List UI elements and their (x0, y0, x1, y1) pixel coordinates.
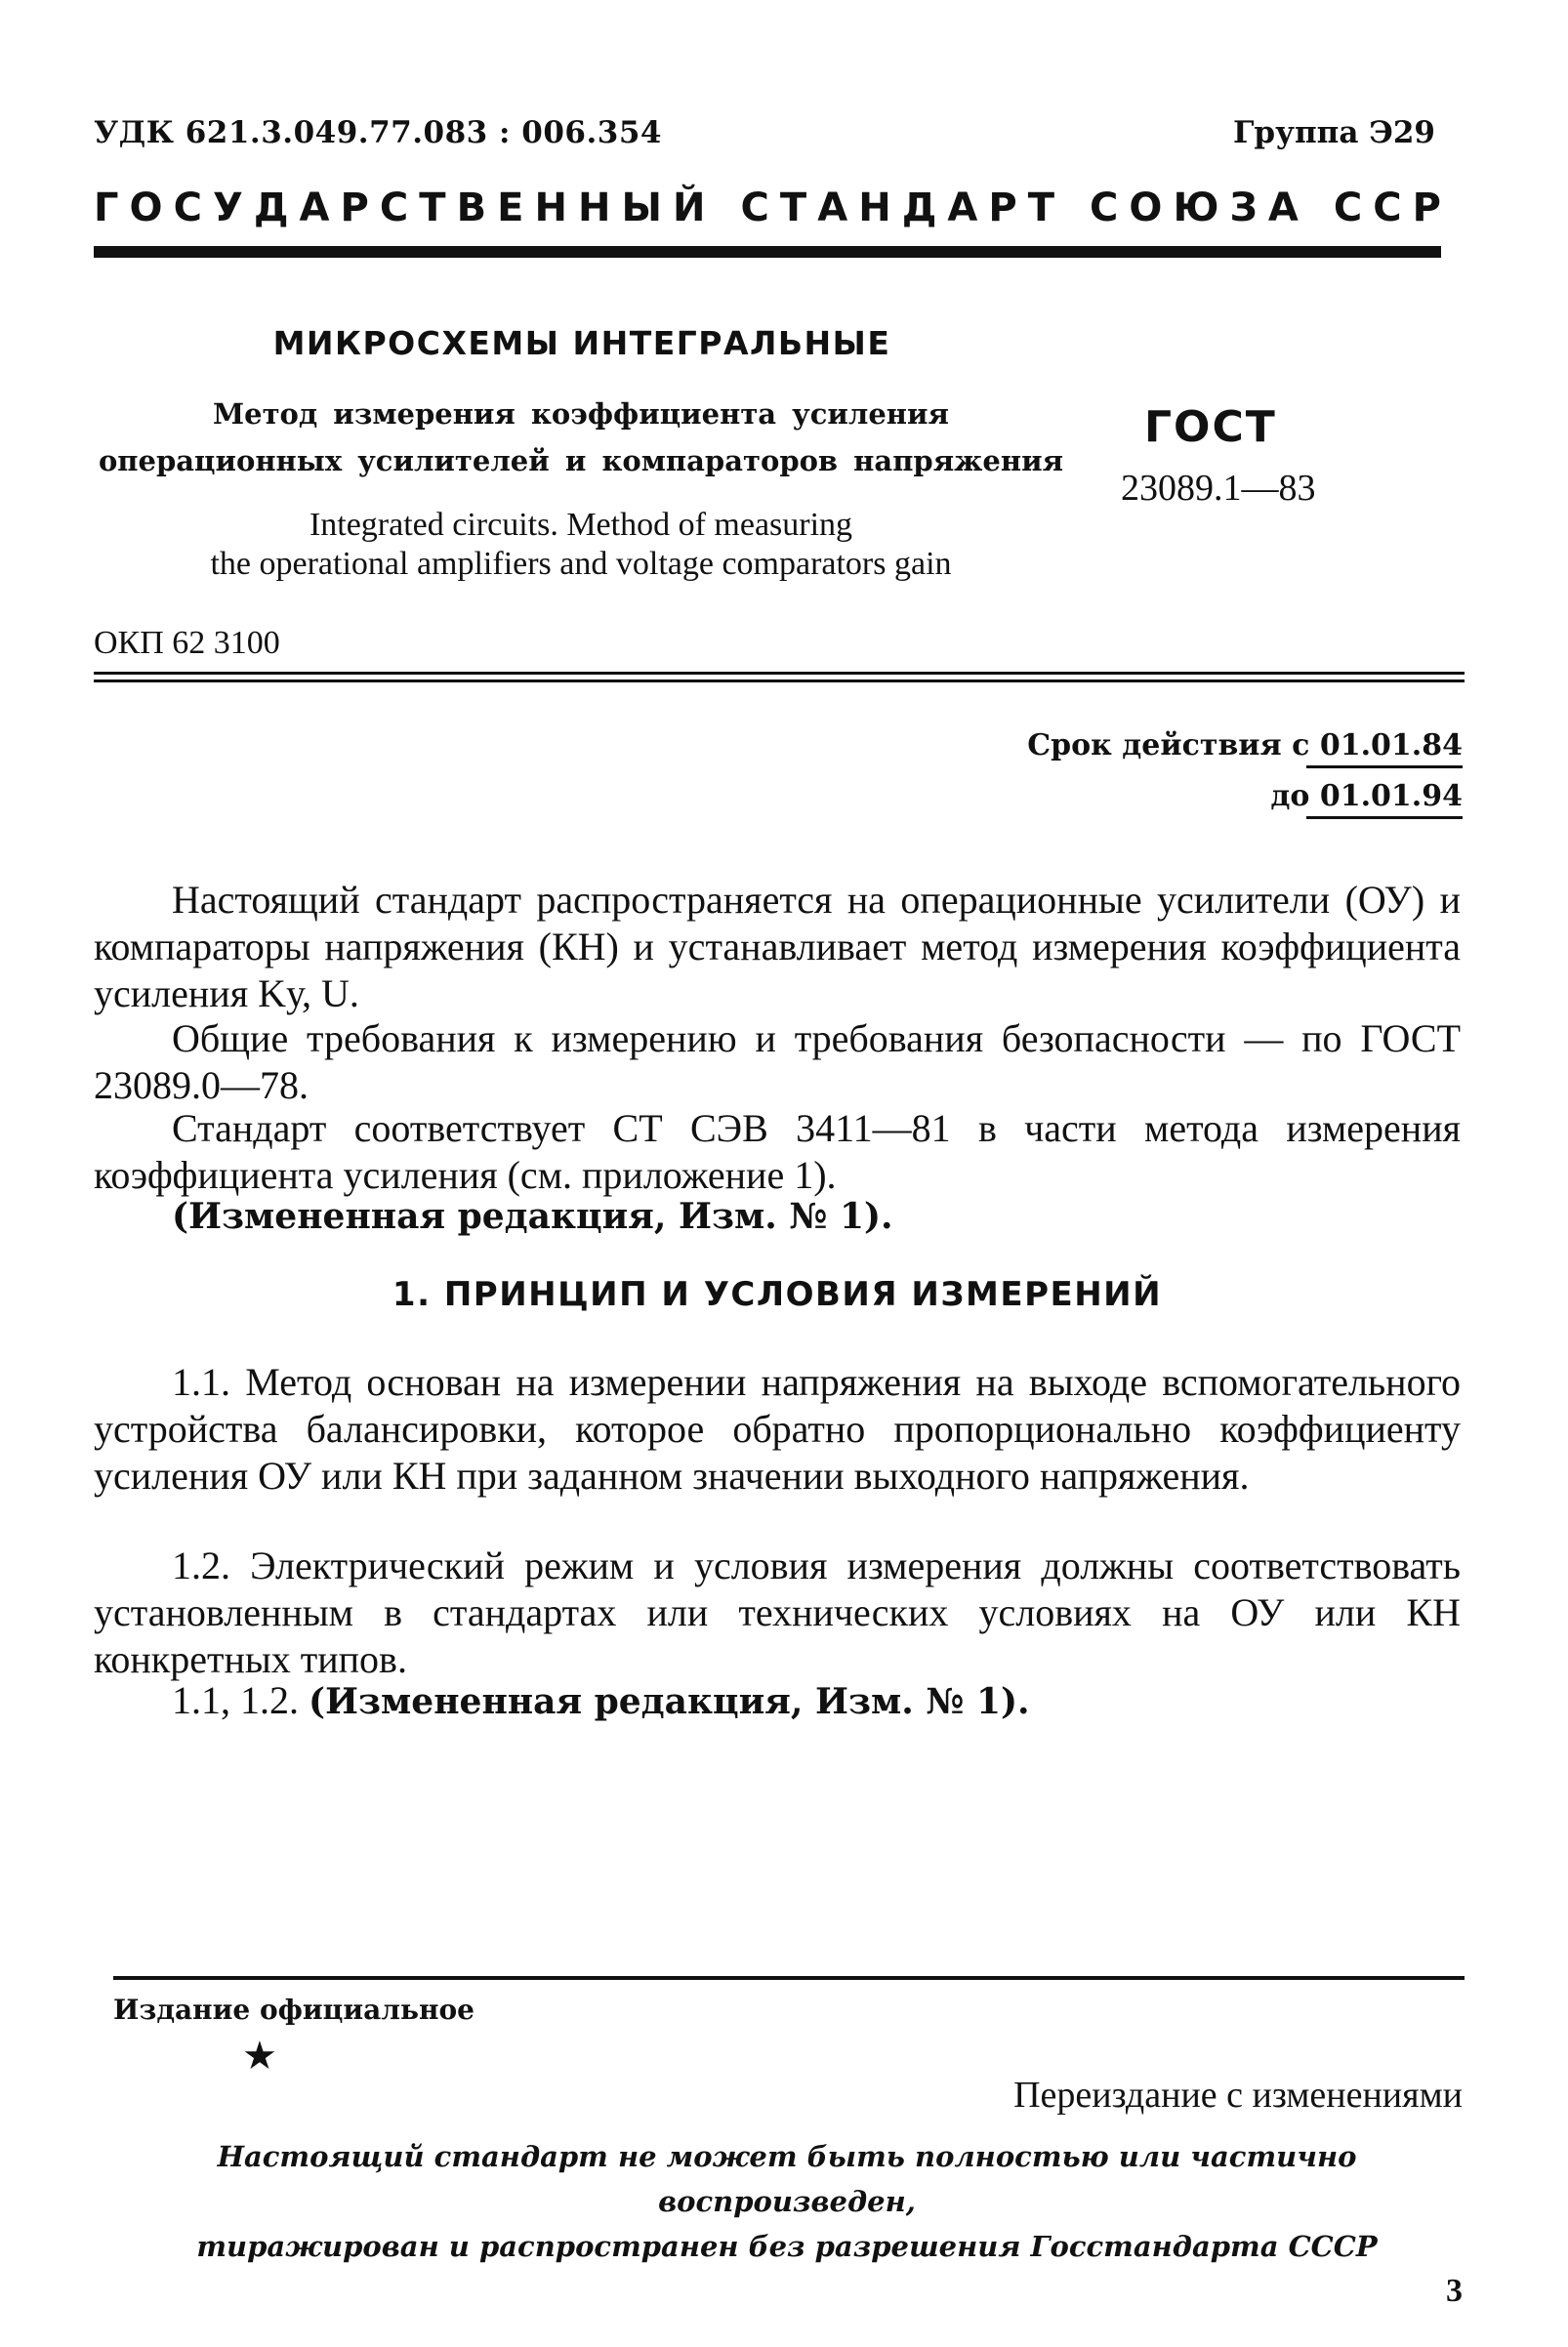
document-title: МИКРОСХЕМЫ ИНТЕГРАЛЬНЫЕ (272, 324, 891, 362)
banner-letter: Т (419, 185, 446, 230)
banner-letter: З (1229, 185, 1258, 230)
star-icon: ★ (242, 2034, 277, 2078)
banner-letter: Н (577, 185, 611, 230)
clause-amendment-note (94, 1677, 1461, 1725)
banner-letter: У (212, 185, 243, 230)
banner-letter: Н (534, 185, 567, 230)
clause-1-1 (94, 1359, 1461, 1500)
banner-letter: А (947, 185, 978, 230)
gost-label: ГОСТ (1144, 402, 1277, 452)
banner-letter (1065, 185, 1079, 230)
banner-letter: Т (1027, 185, 1055, 230)
notice-line-2: тиражирован и распространен без разрешения Госстандарта СССР (196, 2230, 1378, 2263)
group-code: Группа Э29 (1233, 115, 1435, 150)
page-number: 3 (1446, 2273, 1463, 2309)
banner-letter: Г (94, 185, 119, 230)
double-rule-bottom (94, 679, 1465, 682)
banner-letter (717, 185, 730, 230)
banner-letter: Е (497, 185, 524, 230)
copyright-notice (94, 2134, 1480, 2269)
banner-letter: Д (253, 185, 289, 230)
gost-number: 23089.1—83 (1121, 468, 1316, 509)
validity-underline-2 (1306, 816, 1463, 819)
validity-underline-1 (1306, 765, 1463, 768)
english-line-2: the operational amplifiers and voltage comparators gain (210, 546, 952, 582)
intro-p4-text: (Измененная редакция, Изм. № 1). (172, 1196, 893, 1237)
validity-period (1027, 721, 1463, 822)
banner-letter (1309, 185, 1323, 230)
banner-letter: А (817, 185, 848, 230)
banner-letter: Й (672, 185, 706, 230)
intro-paragraph-1 (94, 877, 1461, 1017)
clause-amendment-bold: (Измененная редакция, Изм. № 1). (309, 1681, 1030, 1722)
intro-p2-text: Общие требования к измерению и требования безопасности — по ГОСТ 23089.0—78. (94, 1016, 1461, 1107)
subtitle-line-2: операционных усилителей и компараторов напряжения (98, 444, 1064, 477)
state-standard-banner (94, 185, 1441, 230)
clause-amendment-line (94, 1677, 1461, 1725)
intro-paragraph-2 (94, 1015, 1461, 1109)
english-line-1: Integrated circuits. Method of measuring (309, 507, 853, 543)
document-subtitle (49, 391, 1113, 484)
banner-letter: Д (901, 185, 937, 230)
banner-letter: Ы (621, 185, 662, 230)
intro-p3-text: Стандарт соответствует СТ СЭВ 3411—81 в части метода измерения коэффициента усиления (см. приложение 1). (94, 1106, 1461, 1197)
banner-letter: О (1129, 185, 1163, 230)
banner-letter: Р (1412, 185, 1441, 230)
banner-letter: С (1373, 185, 1402, 230)
banner-letter: А (1267, 185, 1299, 230)
banner-letter: Т (779, 185, 807, 230)
banner-letter: С (740, 185, 769, 230)
clause-1-1-text: 1.1. Метод основан на измерении напряжения на выходе вспомогательного устройства балансировки, которое обратно пропорционально коэффициенту усиления ОУ или КН при заданном значении выходного напряжения. (94, 1360, 1461, 1498)
notice-line-1: Настоящий стандарт не может быть полностью или частично воспроизведен, (217, 2140, 1357, 2218)
section-heading: 1. ПРИНЦИП И УСЛОВИЯ ИЗМЕРЕНИЙ (392, 1275, 1163, 1314)
intro-paragraph-3 (94, 1105, 1461, 1199)
reissue-note: Переиздание с изменениями (1013, 2075, 1463, 2116)
banner-letter: О (129, 185, 163, 230)
udk-code: УДК 621.3.049.77.083 : 006.354 (94, 115, 662, 150)
intro-amendment-note (94, 1193, 1461, 1240)
header-rule (94, 246, 1441, 258)
footer-rule (113, 1976, 1465, 1980)
clause-1-2-text: 1.2. Электрический режим и условия измерения должны соответствовать установленным в стандартах или технических условиях на ОУ или КН конкретных типов. (94, 1544, 1461, 1681)
banner-letter: Н (858, 185, 891, 230)
validity-to: до 01.01.94 (1270, 779, 1463, 813)
banner-letter: С (173, 185, 202, 230)
subtitle-line-1: Метод измерения коэффициента усиления (213, 397, 949, 431)
banner-letter: С (379, 185, 409, 230)
intro-p1-text: Настоящий стандарт распространяется на операционные усилители (ОУ) и компараторы напряжения (КН) и устанавливает метод измерения коэффициента усиления Kу, U. (94, 878, 1461, 1015)
banner-letter: Р (340, 185, 369, 230)
okp-code: ОКП 62 3100 (94, 625, 280, 661)
banner-letter: С (1333, 185, 1363, 230)
banner-letter: А (299, 185, 330, 230)
official-edition-label: Издание официальное (113, 1994, 475, 2026)
english-title (59, 506, 1103, 584)
banner-letter: С (1090, 185, 1119, 230)
banner-letter: Р (988, 185, 1017, 230)
banner-letter: В (456, 185, 487, 230)
validity-from: Срок действия с 01.01.84 (1027, 728, 1463, 762)
double-rule-top (94, 672, 1465, 675)
clause-amendment-prefix: 1.1, 1.2. (172, 1678, 309, 1722)
banner-letter: Ю (1173, 185, 1219, 230)
clause-1-2 (94, 1543, 1461, 1683)
